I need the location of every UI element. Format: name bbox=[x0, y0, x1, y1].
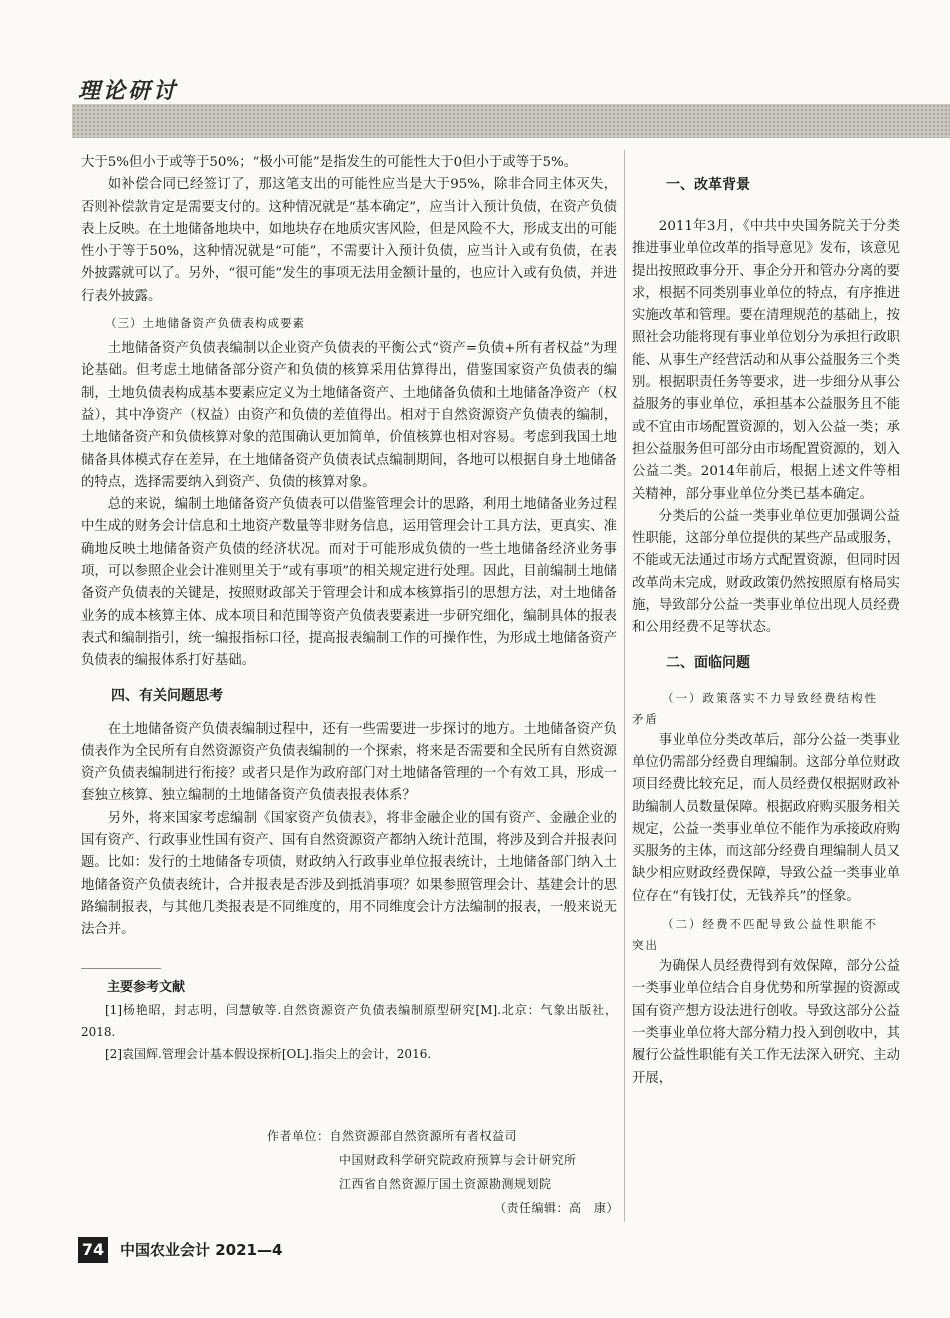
journal-name: 中国农业会计 2021—4 bbox=[120, 1241, 283, 1259]
subheading-text: 突出 bbox=[632, 938, 659, 953]
references-rule bbox=[81, 968, 161, 969]
author-line: 江西省自然资源厅国土资源勘测规划院 bbox=[339, 1177, 552, 1191]
paragraph: 为确保人员经费得到有效保障，部分公益一类事业单位结合自身优势和所掌握的资源或国有资产想方设法进行创收。导致这部分公益一类事业单位将大部分精力投入到创收中，其履行公益性职能有关工作无法深入研究、主动开展， bbox=[632, 959, 900, 1086]
paragraph: 土地储备资产负债表编制以企业资产负债表的平衡公式“资产=负债+所有者权益”为理论基础。但考虑土地储备部分资产和负债的核算采用估算得出，借鉴国家资产负债表的编制，土地负债表构成基本要素应定义为土地储备资产、土地储备负债和土地储备净资产（权益），其中净资产（权益）由资产和负债的差值得出。相对于自然资源资产负债表的编制，土地储备资产和负债核算对象的范围确认更加简单，价值核算也相对容易。考虑到我国土地储备具体模式存在差异，在土地储备资产负债表试点编制期间，各地可以根据自身土地储备的特点，选择需要纳入到资产、负债的核算对象。 bbox=[81, 341, 617, 490]
paragraph: 如补偿合同已经签订了，那这笔支出的可能性应当是大于95%，除非合同主体灭失，否则补偿款肯定是需要支付的。这种情况就是“基本确定”，应当计入预计负债，在资产负债表上反映。在土地储备地块中，如地块存在地质灾害风险，但是风险不大，形成支出的可能性小于等于50%，这种情况就是“可能”，不需要计入预计负债，应当计入或有负债，在表外披露就可以了。另外，“很可能”发生的事项无法用金额计量的，也应计入或有负债，并进行表外披露。 bbox=[81, 177, 617, 304]
page-number: 74 bbox=[78, 1237, 108, 1263]
left-column bbox=[81, 152, 617, 1065]
paragraph: 大于5%但小于或等于50%；“极小可能”是指发生的可能性大于0但小于或等于5%。 bbox=[81, 155, 578, 170]
editor-line: （责任编辑：高 康） bbox=[493, 1201, 619, 1215]
subheading-2 bbox=[632, 914, 900, 956]
paragraph: 2011年3月，《中共中央国务院关于分类推进事业单位改革的指导意见》发布，该意见提出按照政事分开、事企分开和管办分离的要求，根据不同类别事业单位的特点，有序推进实施改革和管理。要在清理规范的基础上，按照社会功能将现有事业单位划分为承担行政职能、从事生产经营活动和从事公益服务三个类别。根据职责任务等要求，进一步细分从事公益服务的事业单位，承担基本公益服务且不能或不宜由市场配置资源的，划入公益一类；承担公益服务但可部分由市场配置资源的，划入公益二类。2014年前后，根据上述文件等相关精神，部分事业单位分类已基本确定。 bbox=[632, 219, 900, 502]
section-heading-4: 四、有关问题思考 bbox=[111, 687, 223, 704]
subheading-3: （三）土地储备资产负债表构成要素 bbox=[105, 316, 305, 331]
subheading-text: （一）政策落实不力导致经费结构性 bbox=[662, 690, 878, 705]
paragraph: 另外，将来国家考虑编制《国家资产负债表》，将非金融企业的国有资产、金融企业的国有资产、行政事业性国有资产、国有自然资源资产都纳入统计范围，将涉及到合并报表问题。比如：发行的土地储备专项债，财政纳入行政事业单位报表统计，土地储备部门纳入土地储备资产负债表统计，合并报表是否涉及到抵消事项？如果参照管理会计、基建会计的思路编制报表，与其他几类报表是不同维度的，用不同维度会计方法编制的报表，一般来说无法合并。 bbox=[81, 810, 617, 938]
author-line: 作者单位：自然资源部自然资源所有者权益司 bbox=[267, 1129, 518, 1143]
paragraph: 事业单位分类改革后，部分公益一类事业单位仍需部分经费自理编制。这部分单位财政项目经费比较充足，而人员经费仅根据财政补助编制人员数量保障。根据政府购买服务相关规定，公益一类事业单位不能作为承接政府购买服务的主体，而这部分经费自理编制人员又缺少相应财政经费保障，导致公益一类事业单位存在“有钱打仗，无钱养兵”的怪象。 bbox=[632, 732, 900, 904]
paragraph: 总的来说，编制土地储备资产负债表可以借鉴管理会计的思路，利用土地储备业务过程中生成的财务会计信息和土地资产数量等非财务信息，运用管理会计工具方法，更真实、准确地反映土地储备资产负债的经济状况。而对于可能形成负债的一些土地储备经济业务事项，可以参照企业会计准则里关于“或有事项”的相关规定进行处理。因此，目前编制土地储备资产负债表的关键是，按照财政部关于管理会计和成本核算指引的思想方法，对土地储备业务的成本核算主体、成本项目和范围等资产负债表要素进一步研究细化，编制具体的报表表式和编制指引，统一编报指标口径，提高报表编制工作的可操作性，为形成土地储备资产负债表的编报体系打好基础。 bbox=[81, 497, 617, 669]
section-heading-2: 二、面临问题 bbox=[666, 654, 750, 671]
subheading-text: 矛盾 bbox=[632, 711, 659, 726]
reference-item: [2]袁国辉.管理会计基本假设探析[OL].指尖上的会计，2016. bbox=[105, 1046, 432, 1061]
reference-item: [1]杨艳昭，封志明，闫慧敏等.自然资源资产负债表编制原型研究[M].北京：气象出版社，2018. bbox=[81, 1002, 617, 1039]
section-label: 理论研讨 bbox=[78, 79, 179, 104]
paragraph: 分类后的公益一类事业单位更加强调公益性职能，这部分单位提供的某些产品或服务，不能或无法通过市场方式配置资源，但同时因改革尚未完成，财政政策仍然按照原有格局实施，导致部分公益一类事业单位出现人员经费和公用经费不足等状态。 bbox=[632, 508, 900, 636]
references-title: 主要参考文献 bbox=[107, 979, 186, 995]
header-band bbox=[72, 104, 950, 138]
subheading-text: （二）经费不匹配导致公益性职能不 bbox=[662, 917, 878, 932]
column-divider bbox=[624, 150, 625, 1222]
author-line: 中国财政科学研究院政府预算与会计研究所 bbox=[339, 1153, 577, 1167]
subheading-1 bbox=[632, 688, 900, 730]
right-column bbox=[632, 152, 900, 1090]
author-info bbox=[267, 1124, 627, 1220]
paragraph: 在土地储备资产负债表编制过程中，还有一些需要进一步探讨的地方。土地储备资产负债表作为全民所有自然资源资产负债表编制的一个探索，将来是否需要和全民所有自然资源资产负债表编制进行衔接？或者只是作为政府部门对土地储备管理的一个有效工具，形成一套独立核算、独立编制的土地储备资产负债表报表体系？ bbox=[81, 721, 617, 804]
section-heading-1: 一、改革背景 bbox=[666, 177, 750, 193]
